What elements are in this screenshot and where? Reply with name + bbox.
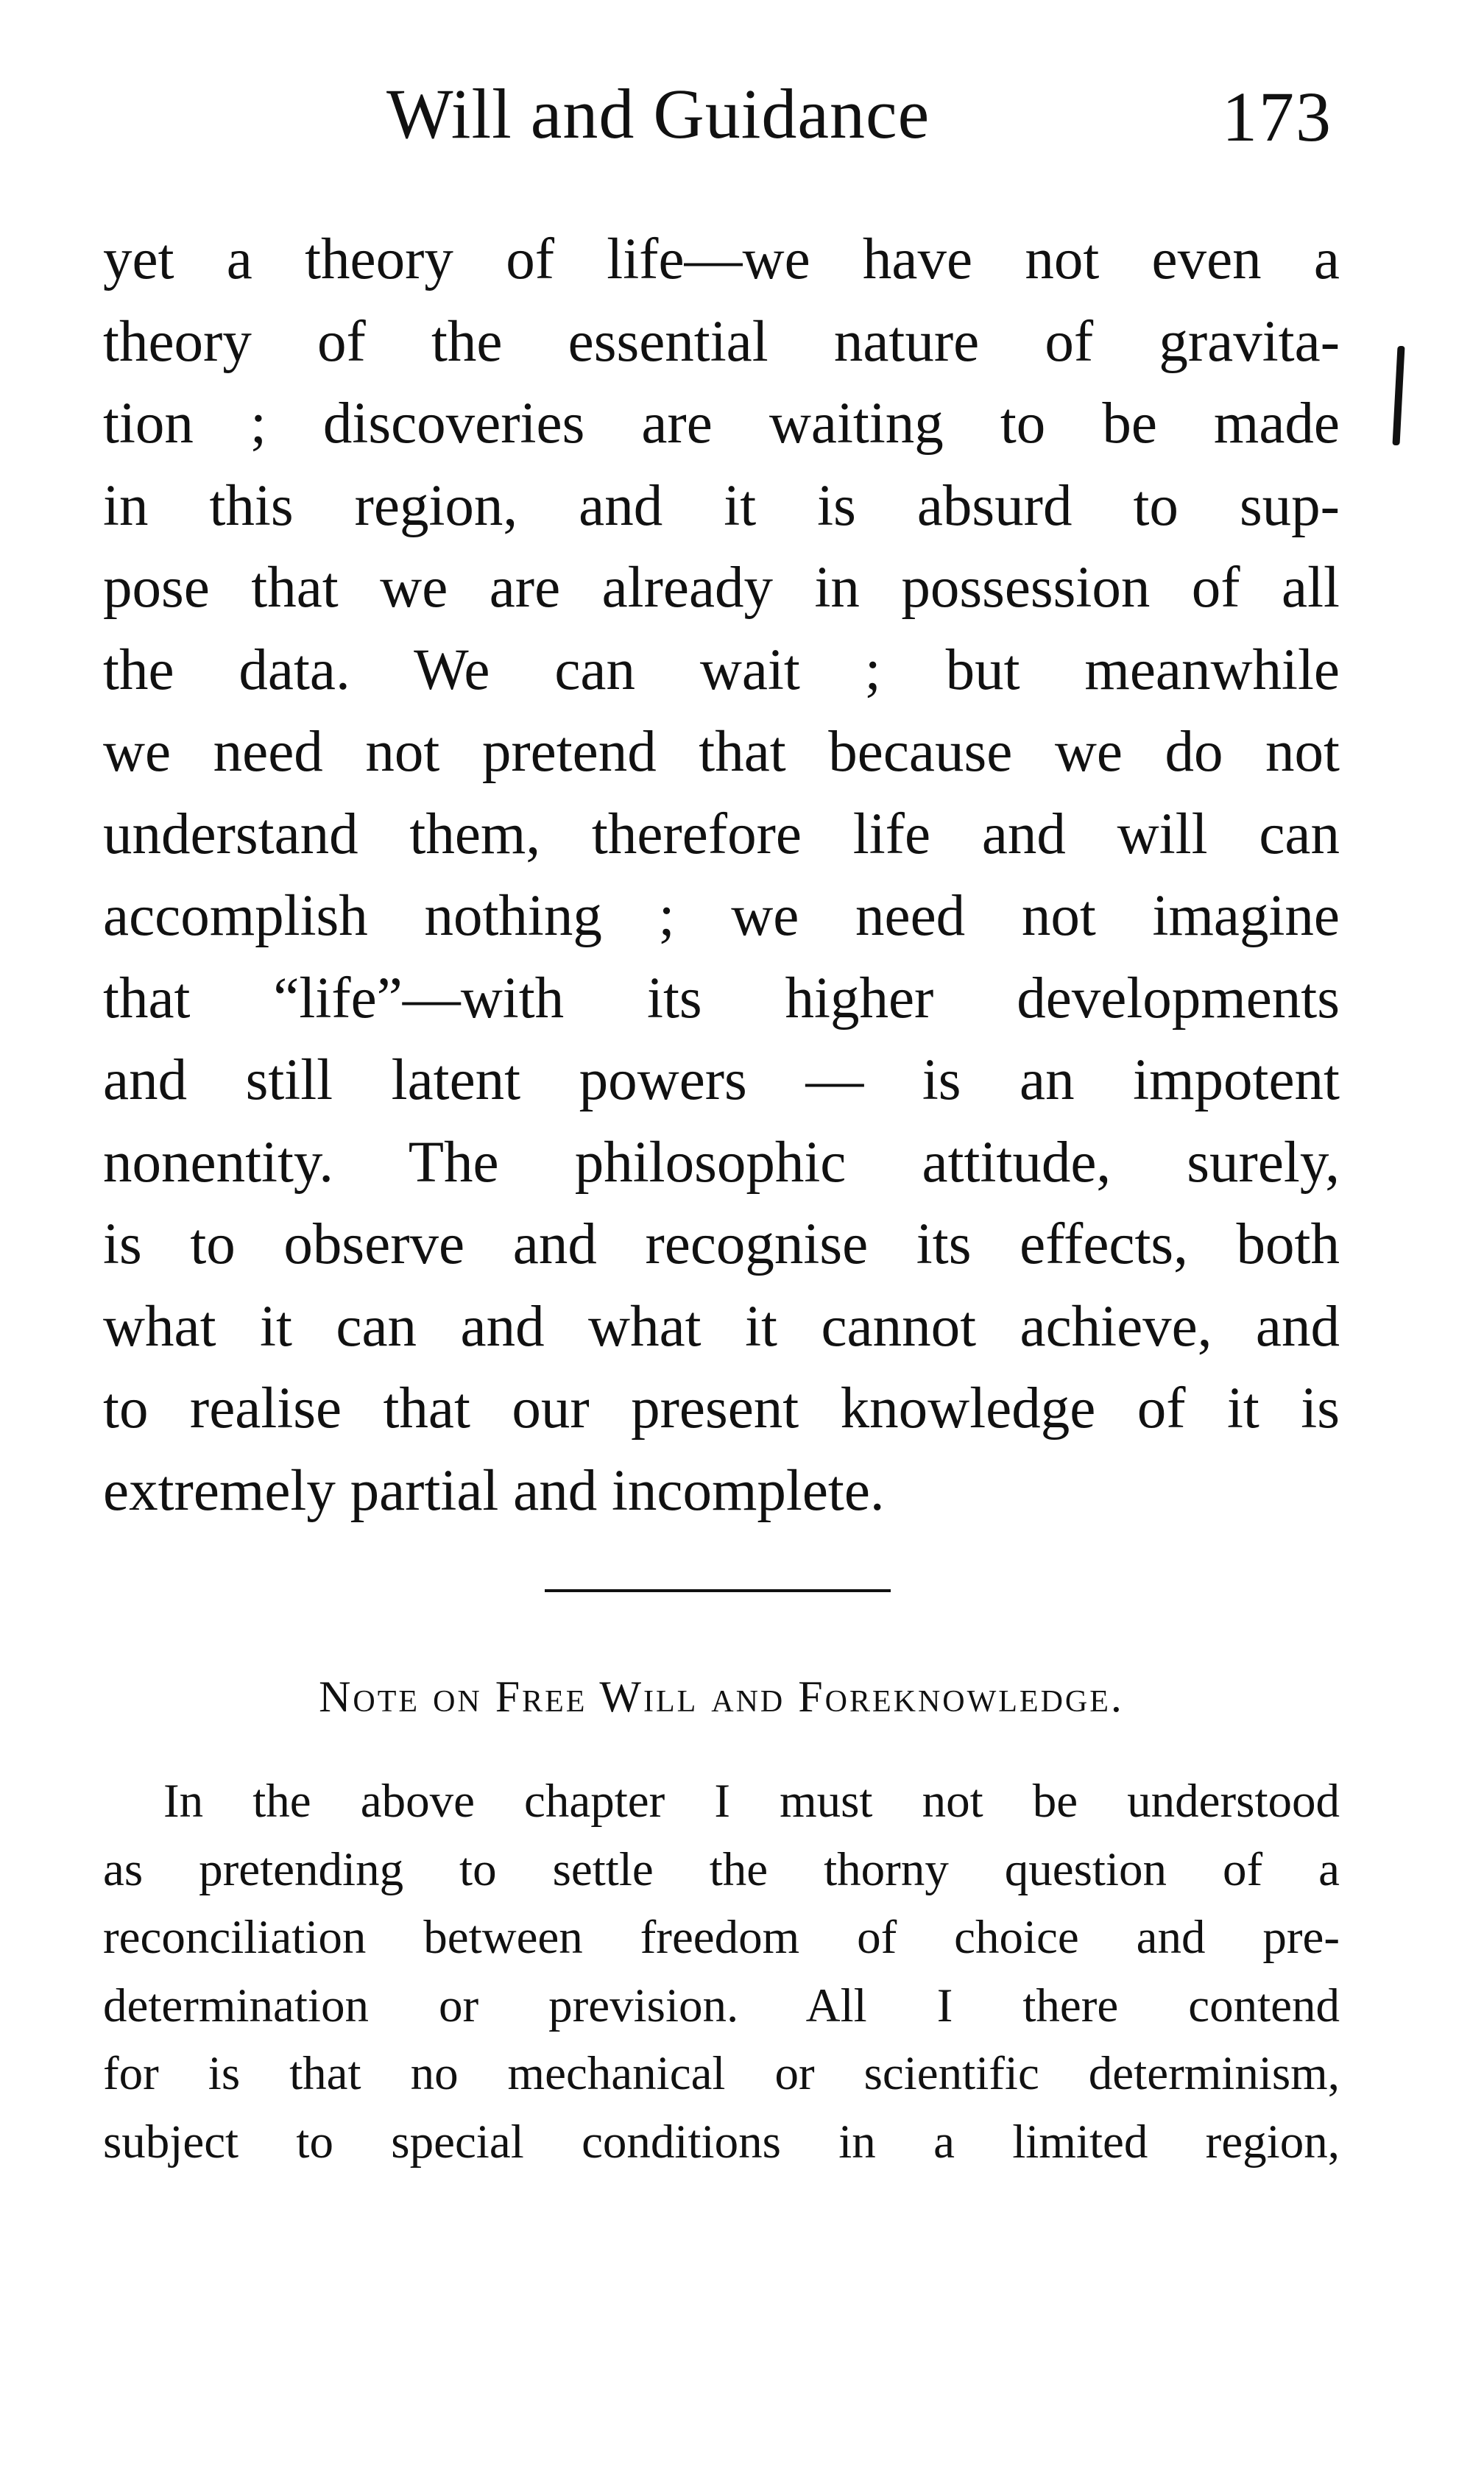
text-line: tion ; discoveries are waiting to be made [103, 392, 1340, 456]
text-line: in this region, and it is absurd to sup- [103, 473, 1340, 538]
margin-pencil-mark [1392, 346, 1404, 445]
note-paragraph [103, 1767, 1340, 2176]
text-line: pose that we are already in possession of all [103, 556, 1340, 620]
text-line: and still latent powers — is an impotent [103, 1048, 1340, 1112]
section-divider [545, 1589, 891, 1592]
note-heading: Note on Free Will and Foreknowledge. [319, 1672, 1124, 1721]
page-number: 173 [1222, 77, 1332, 156]
note-line: as pretending to settle the thorny question of a [103, 1842, 1340, 1896]
text-line: extremely partial and incomplete. [103, 1458, 885, 1523]
running-title: Will and Guidance [386, 74, 930, 153]
note-line: for is that no mechanical or scientific determinism, [103, 2047, 1340, 2100]
text-line: the data. We can wait ; but meanwhile [103, 637, 1340, 702]
note-line: In the above chapter I must not be understood [163, 1775, 1340, 1828]
text-line: yet a theory of life—we have not even a [103, 227, 1340, 291]
note-line: reconciliation between freedom of choice and pre- [103, 1911, 1340, 1964]
main-paragraph [103, 219, 1340, 1532]
text-line: is to observe and recognise its effects, both [103, 1212, 1340, 1276]
note-line: subject to special conditions in a limited region, [103, 2115, 1340, 2169]
text-line: we need not pretend that because we do not [103, 720, 1340, 784]
text-line: that “life”—with its higher developments [103, 966, 1340, 1031]
text-line: nonentity. The philosophic attitude, surely, [103, 1130, 1340, 1195]
text-line: accomplish nothing ; we need not imagine [103, 884, 1340, 948]
text-line: to realise that our present knowledge of it is [103, 1376, 1340, 1441]
text-line: what it can and what it cannot achieve, and [103, 1294, 1340, 1359]
note-line: determination or prevision. All I there contend [103, 1979, 1340, 2032]
running-head [103, 74, 1340, 155]
text-line: theory of the essential nature of gravita- [103, 309, 1340, 374]
text-line: understand them, therefore life and will can [103, 802, 1340, 866]
